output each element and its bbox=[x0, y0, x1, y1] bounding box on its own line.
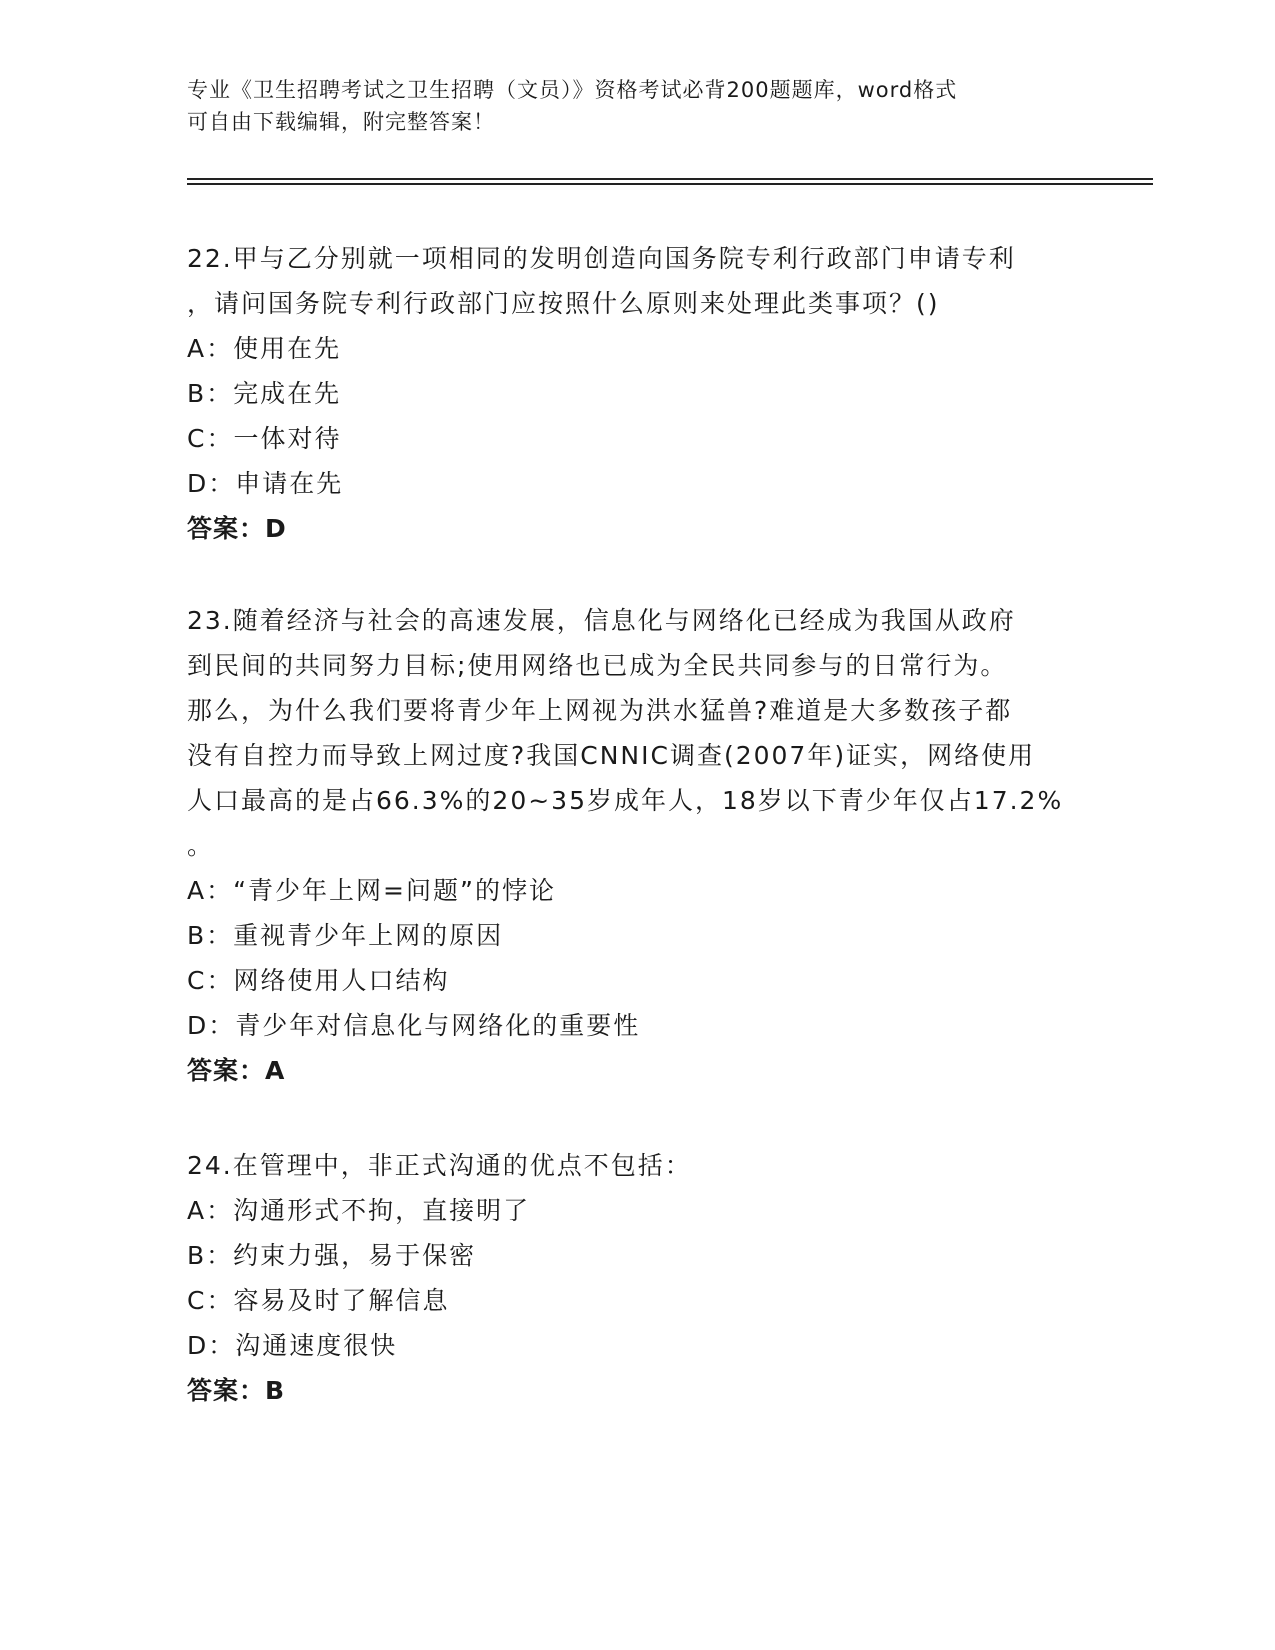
header-line-2: 可自由下载编辑，附完整答案！ bbox=[187, 110, 495, 134]
option-a: A：沟通形式不拘，直接明了 bbox=[187, 1196, 531, 1225]
question-line: 24.在管理中，非正式沟通的优点不包括： bbox=[187, 1151, 692, 1180]
option-b: B：完成在先 bbox=[187, 379, 342, 408]
answer: 答案：A bbox=[187, 1056, 286, 1085]
option-b: B：约束力强，易于保密 bbox=[187, 1241, 477, 1270]
option-c: C：网络使用人口结构 bbox=[187, 966, 450, 995]
question-22 bbox=[187, 236, 1087, 551]
option-a: A：“青少年上网=问题”的悖论 bbox=[187, 876, 556, 905]
question-line: 人口最高的是占66.3%的20~35岁成年人，18岁以下青少年仅占17.2% bbox=[187, 786, 1064, 815]
header-divider-bottom bbox=[187, 183, 1153, 185]
option-b: B：重视青少年上网的原因 bbox=[187, 921, 504, 950]
header-line-1: 专业《卫生招聘考试之卫生招聘（文员）》资格考试必背200题题库，word格式 bbox=[187, 78, 958, 102]
answer: 答案：B bbox=[187, 1376, 286, 1405]
document-header bbox=[187, 74, 1067, 138]
question-23 bbox=[187, 598, 1087, 1093]
question-line: 没有自控力而导致上网过度?我国CNNIC调查(2007年)证实，网络使用 bbox=[187, 741, 1036, 770]
option-c: C：容易及时了解信息 bbox=[187, 1286, 450, 1315]
question-line: 。 bbox=[187, 831, 215, 860]
question-24 bbox=[187, 1143, 1087, 1413]
option-d: D：青少年对信息化与网络化的重要性 bbox=[187, 1011, 641, 1040]
question-line: 到民间的共同努力目标;使用网络也已成为全民共同参与的日常行为。 bbox=[187, 651, 1008, 680]
question-line: 那么，为什么我们要将青少年上网视为洪水猛兽?难道是大多数孩子都 bbox=[187, 696, 1013, 725]
option-a: A：使用在先 bbox=[187, 334, 342, 363]
question-text bbox=[187, 236, 1087, 326]
answer: 答案：D bbox=[187, 514, 287, 543]
question-line: ，请问国务院专利行政部门应按照什么原则来处理此类事项？() bbox=[187, 289, 940, 318]
question-line: 22.甲与乙分别就一项相同的发明创造向国务院专利行政部门申请专利 bbox=[187, 244, 1016, 273]
question-text bbox=[187, 1143, 1087, 1188]
header-divider-top bbox=[187, 178, 1153, 180]
option-d: D：沟通速度很快 bbox=[187, 1331, 398, 1360]
question-line: 23.随着经济与社会的高速发展，信息化与网络化已经成为我国从政府 bbox=[187, 606, 1016, 635]
option-c: C：一体对待 bbox=[187, 424, 342, 453]
question-text bbox=[187, 598, 1087, 868]
option-d: D：申请在先 bbox=[187, 469, 344, 498]
